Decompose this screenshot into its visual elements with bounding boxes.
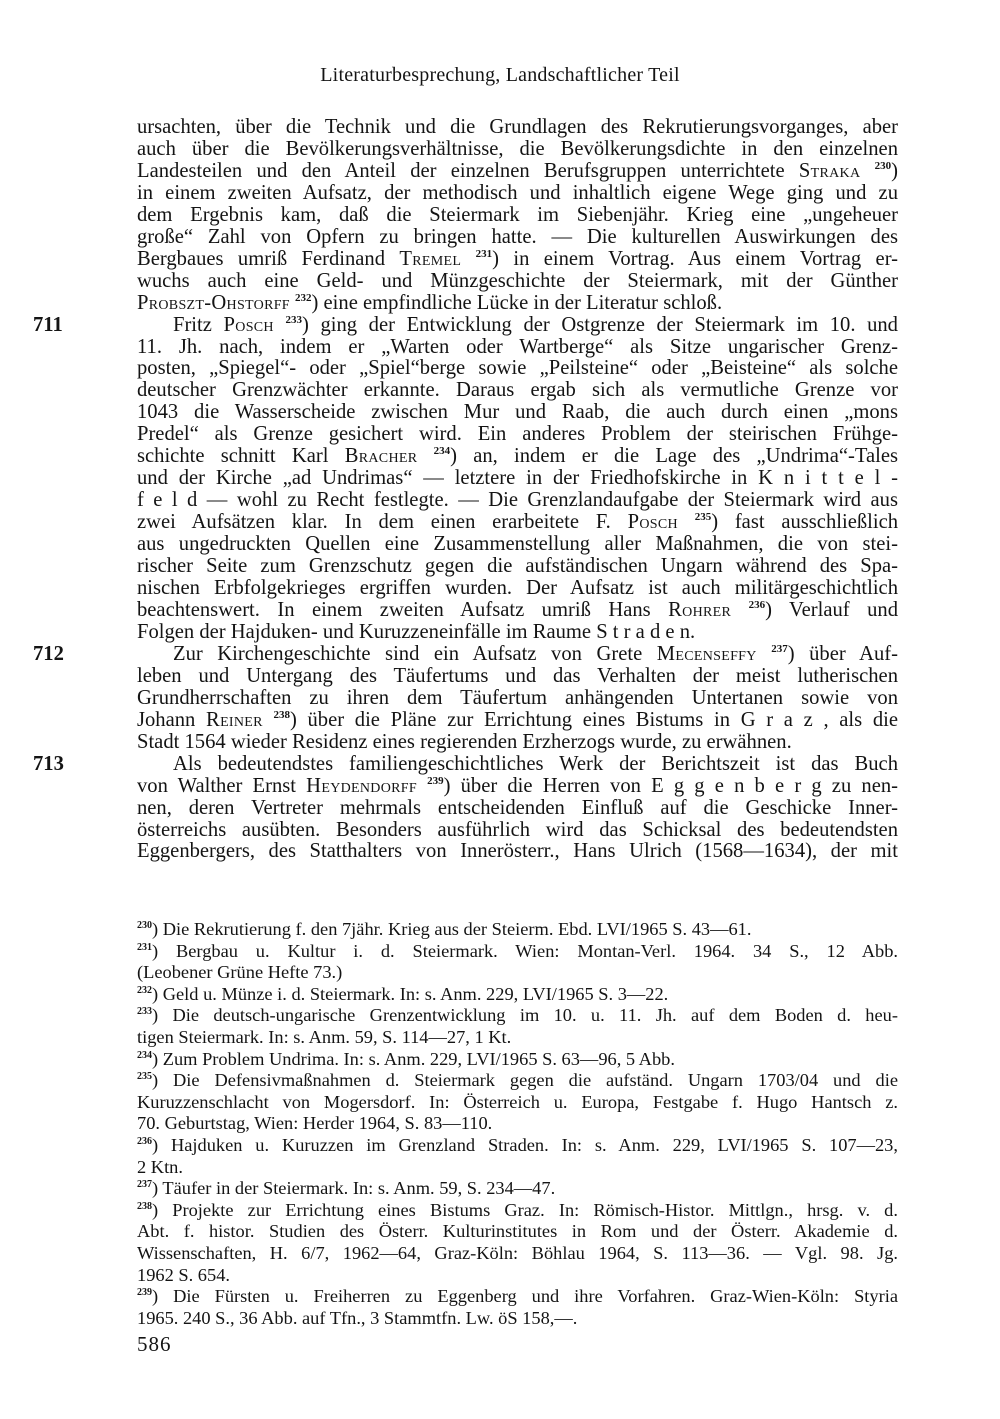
footnote-230	[137, 919, 898, 941]
text-line: Johann Reiner $^{238}$) über die Pläne zur Errichtung eines Bistums in G r a z , als die	[137, 708, 898, 731]
paragraph-712	[33, 642, 898, 754]
text-line: Probszt-Ohstorff $^{232}$) eine empfindliche Lücke in der Literatur schloß.	[137, 291, 723, 314]
text-line: Fritz Posch $^{233}$) ging der Entwicklung der Ostgrenze der Steiermark im 10. und	[173, 313, 898, 336]
author-name: Reiner	[206, 708, 263, 731]
text-line: 11. Jh. nach, indem er „Warten oder Wartberge“ als Sitze ungarischer Grenz-	[137, 335, 898, 358]
text-line: wuchs auch eine Geld- und Münzgeschichte der Steiermark, mit der Günther	[137, 269, 898, 292]
text-line: f e l d — wohl zu Recht festlegte. — Die Grenzlandaufgabe der Steiermark wird aus	[137, 489, 898, 512]
footnote-ref: 239	[427, 774, 444, 787]
footnote-line: $^{239}$) Die Fürsten u. Freiherren zu Eggenberg und ihre Vorfahren. Graz-Wien-Köln: Styria	[137, 1286, 898, 1307]
footnote-line: $^{231}$) Bergbau u. Kultur i. d. Steiermark. Wien: Montan-Verl. 1964. 34 S., 12 Abb.	[137, 940, 898, 961]
text-line: deutscher Grenzwächter erkannte. Daraus ergab sich als vermutliche Grenze vor	[137, 379, 898, 402]
paragraph-continuation	[137, 117, 898, 315]
footnote-ref: 237	[771, 642, 788, 655]
footnote-line: $^{234}$) Zum Problem Undrima. In: s. Anm. 229, LVI/1965 S. 63—96, 5 Abb.	[137, 1048, 675, 1069]
footnote-line: $^{237}$) Täufer in der Steiermark. In: s. Anm. 59, S. 234—47.	[137, 1178, 556, 1199]
footnote-234	[137, 1049, 898, 1071]
footnote-line: 2 Ktn.	[137, 1156, 183, 1177]
text-line: von Walther Ernst Heydendorff $^{239}$) über die Herren von E g g e n b e r g zu nen-	[137, 774, 899, 797]
text-line: dem Ergebnis kam, daß die Steiermark im Siebenjähr. Krieg eine „ungeheuer	[137, 203, 898, 226]
footnote-number: 232	[137, 984, 152, 996]
marginal-number: 713	[33, 752, 64, 775]
footnote-ref: 232	[295, 291, 312, 304]
paragraph-713	[33, 752, 899, 864]
footnote-number: 239	[137, 1287, 152, 1299]
text-line: Bergbaues umriß Ferdinand Tremel $^{231}$) in einem Vortrag. Aus einem Vortrag er-	[137, 247, 898, 270]
footnote-line: $^{236}$) Hajduken u. Kuruzzen im Grenzland Straden. In: s. Anm. 229, LVI/1965 S. 107—23,	[137, 1134, 898, 1155]
footnote-ref: 235	[694, 511, 712, 524]
author-name: Posch	[627, 511, 678, 534]
author-name: Probszt-Ohstorff	[137, 291, 290, 314]
text-line: in einem zweiten Aufsatz, der methodisch und inhaltlich eigene Wege ging und zu	[137, 181, 898, 204]
footnote-ref: 238	[273, 708, 290, 721]
footnote-237	[137, 1178, 898, 1200]
footnote-number: 237	[137, 1179, 152, 1191]
footnote-line: $^{230}$) Die Rekrutierung f. den 7jähr. Krieg aus der Steierm. Ebd. LVI/1965 S. 43—61.	[137, 919, 752, 939]
footnote-231	[137, 941, 898, 984]
text-line: Folgen der Hajduken- und Kuruzzeneinfälle im Raume S t r a d e n.	[137, 620, 696, 643]
text-line: Als bedeutendstes familiengeschichtliches Werk der Berichtszeit ist das Buch	[173, 752, 898, 775]
footnote-236	[137, 1135, 898, 1178]
footnote-238	[137, 1200, 898, 1286]
text-line: posten, „Spiegel“- oder „Spiel“berge sowie „Peilsteine“ oder „Beisteine“ als solche	[137, 357, 898, 380]
marginal-number: 711	[33, 313, 63, 336]
text-line: aus ungedruckten Quellen eine Zusammenstellung aller Maßnahmen, die von stei-	[137, 533, 898, 556]
footnote-232	[137, 984, 898, 1006]
footnote-233	[137, 1005, 898, 1048]
footnote-line: $^{232}$) Geld u. Münze i. d. Steiermark. In: s. Anm. 229, LVI/1965 S. 3—22.	[137, 983, 669, 1004]
footnote-line: $^{235}$) Die Defensivmaßnahmen d. Steiermark gegen die aufständ. Ungarn 1703/04 und die	[137, 1070, 898, 1091]
text-line: schichte schnitt Karl Bracher $^{234}$) an, indem er die Lage des „Undrima“-Tales	[137, 445, 898, 468]
footnote-number: 234	[137, 1049, 152, 1061]
marginal-number: 712	[33, 642, 64, 665]
text-line: Predel“ als Grenze gesichert wird. Ein anderes Problem der steirischen Frühge-	[137, 423, 898, 446]
footnote-235	[137, 1070, 898, 1135]
footnote-number: 230	[137, 920, 152, 931]
footnote-239	[137, 1286, 898, 1329]
footnote-line: 70. Geburtstag, Wien: Herder 1964, S. 83—110.	[137, 1113, 493, 1134]
footnote-line: (Leobener Grüne Hefte 73.)	[137, 962, 343, 983]
footnote-line: Kuruzzenschlacht von Mogersdorf. In: Österreich u. Europa, Festgabe f. Hugo Hantsch z.	[137, 1091, 898, 1112]
text-line: nen, deren Vertreter mehrmals entscheidenden Einfluß auf die Geschicke Inner-	[137, 796, 898, 819]
footnote-ref: 236	[748, 598, 766, 611]
author-name: Posch	[223, 313, 274, 336]
footnote-line: $^{233}$) Die deutsch-ungarische Grenzentwicklung im 10. u. 11. Jh. auf dem Boden d. heu-	[137, 1005, 898, 1026]
text-line: Landesteilen und den Anteil der einzelnen Berufsgruppen unterrichtete Straka $^{230}$)	[137, 159, 898, 182]
page-number: 586	[137, 1332, 172, 1356]
text-line: Grundherrschaften zu ihren dem Täufertum anhängenden Untertanen sowie von	[137, 686, 898, 709]
paragraph-711	[33, 313, 899, 644]
text-line: rischer Seite zum Grenzschutz gegen die aufständischen Ungarn während des Spa-	[137, 555, 898, 578]
text-line: Stadt 1564 wieder Residenz eines regierenden Erzherzogs wurde, zu erwähnen.	[137, 730, 792, 753]
text-line: beachtenswert. In einem zweiten Aufsatz umriß Hans Rohrer $^{236}$) Verlauf und	[137, 598, 898, 621]
author-name: Bracher	[344, 445, 418, 468]
running-head: Literaturbesprechung, Landschaftlicher Teil	[320, 64, 680, 86]
text-line: auch über die Bevölkerungsverhältnisse, die Bevölkerungsdichte in den einzelnen	[137, 137, 898, 160]
footnote-number: 236	[137, 1135, 152, 1147]
author-name: Tremel	[399, 247, 462, 270]
footnote-line: 1965. 240 S., 36 Abb. auf Tfn., 3 Stammtfn. Lw. öS 158,—.	[137, 1307, 578, 1328]
text-line: österreichs ausübten. Besonders ausführlich wird das Schicksal des bedeutendsten	[137, 818, 898, 841]
footnote-number: 235	[137, 1071, 152, 1083]
author-name: Mecenseffy	[656, 642, 757, 665]
footnote-ref: 230	[874, 159, 892, 172]
text-line: Eggenbergers, des Statthalters von Innerösterr., Hans Ulrich (1568—1634), der mit	[137, 840, 898, 863]
text-line: ursachten, über die Technik und die Grundlagen des Rekrutierungsvorganges, aber	[137, 116, 898, 138]
footnote-ref: 233	[285, 313, 302, 326]
author-name: Straka	[798, 159, 861, 182]
text-line: und der Kirche „ad Undrimas“ — letztere in der Friedhofskirche in K n i t t e l -	[137, 467, 898, 490]
text-line: 1043 die Wasserscheide zwischen Mur und Raab, die auch durch einen „mons	[137, 401, 898, 424]
footnote-line: Abt. f. histor. Studien des Österr. Kulturinstitutes in Rom und der Österr. Akademie d.	[137, 1221, 898, 1242]
author-name: Rohrer	[668, 598, 732, 621]
body-text	[33, 116, 899, 863]
footnote-line: tigen Steiermark. In: s. Anm. 59, S. 114—27, 1 Kt.	[137, 1026, 512, 1047]
footnote-number: 238	[137, 1200, 152, 1212]
text-line: Zur Kirchengeschichte sind ein Aufsatz von Grete Mecenseffy $^{237}$) über Auf-	[173, 642, 898, 665]
author-name: Heydendorff	[306, 774, 417, 797]
footnotes	[137, 919, 898, 1329]
text-line: leben und Untergang des Täufertums und das Verhalten der meist lutherischen	[137, 664, 898, 687]
footnote-number: 231	[137, 941, 152, 953]
footnote-number: 233	[137, 1006, 152, 1018]
text-line: große“ Zahl von Opfern zu bringen hatte. — Die kulturellen Auswirkungen des	[137, 225, 898, 248]
text-line: zwei Aufsätzen klar. In dem einen erarbeitete F. Posch $^{235}$) fast ausschließlich	[137, 511, 899, 534]
footnote-ref: 231	[475, 247, 493, 260]
footnote-ref: 234	[433, 445, 451, 458]
text-line: nischen Erbfolgekrieges ergriffen wurden. Der Aufsatz ist auch militärgeschichtlich	[137, 577, 898, 600]
footnote-line: $^{238}$) Projekte zur Errichtung eines Bistums Graz. In: Römisch-Histor. Mittlgn., hrsg. v. d.	[137, 1199, 898, 1220]
footnote-line: 1962 S. 654.	[137, 1264, 230, 1285]
footnote-line: Wissenschaften, H. 6/7, 1962—64, Graz-Köln: Böhlau 1964, S. 113—36. — Vgl. 98. Jg.	[137, 1242, 898, 1263]
